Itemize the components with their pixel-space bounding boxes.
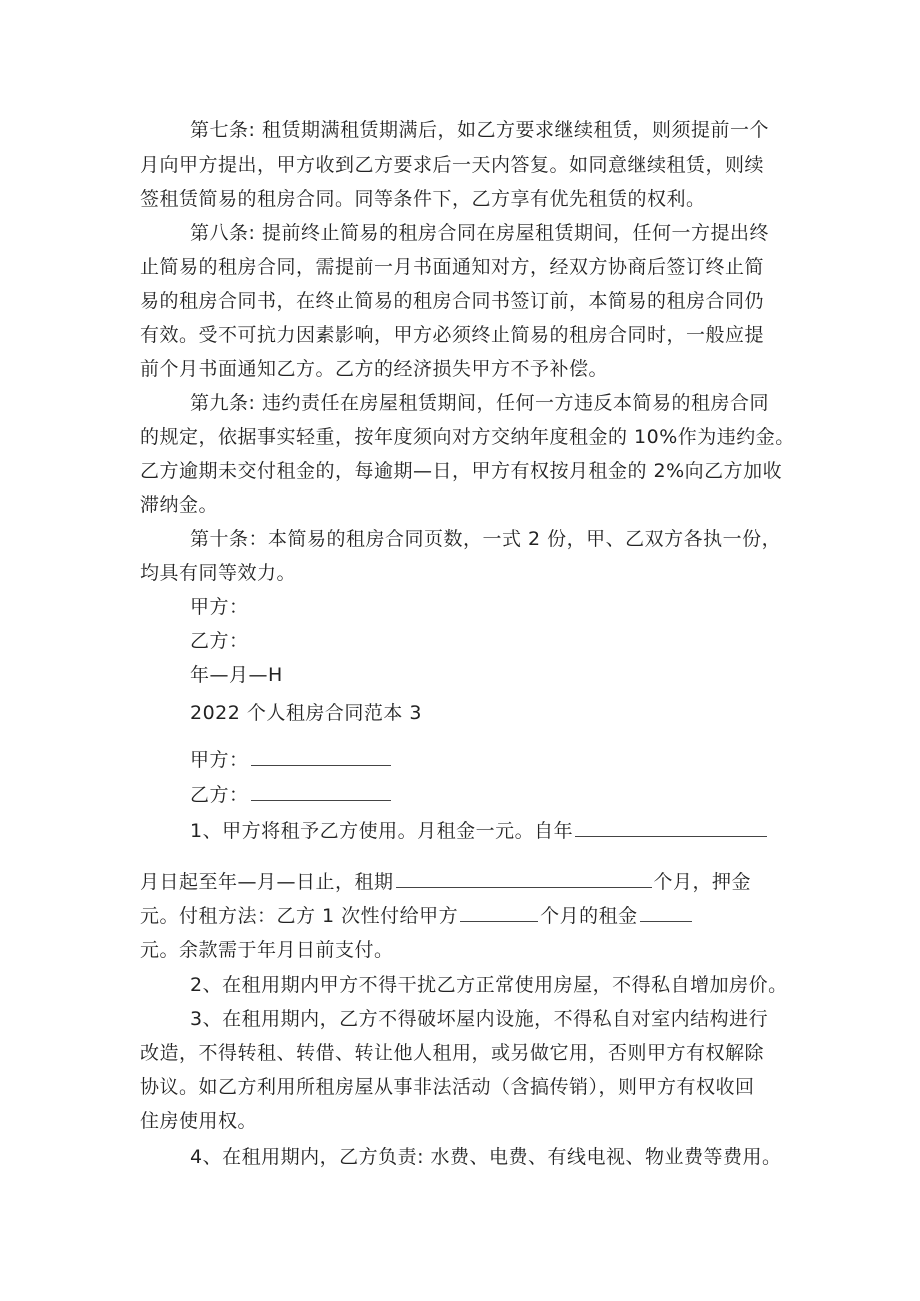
clause3-line2: 改造，不得转租、转借、转让他人租用，或另做它用，否则甲方有权解除 <box>140 1042 765 1064</box>
sign-party-b: 乙方： <box>190 630 249 652</box>
contract-heading: 2022 个人租房合同范本 3 <box>190 702 423 724</box>
sign-date: 年—月—H <box>190 664 283 686</box>
clause1-line2 <box>140 869 751 895</box>
article9-line1: 第九条: 违约责任在房屋租赁期间，任何一方违反本简易的租房合同 <box>190 392 769 414</box>
article10-line2: 均具有同等效力。 <box>140 562 297 584</box>
article9-line4: 滞纳金。 <box>140 494 219 516</box>
clause1-blank-4 <box>640 903 692 922</box>
clause1-line1-text: 1、甲方将租予乙方使用。月租金一元。自年 <box>190 820 574 842</box>
clause3-line4: 住房使用权。 <box>140 1110 258 1132</box>
article9-line3: 乙方逾期未交付租金的，每逾期—日，甲方有权按月租金的 2%向乙方加收 <box>140 460 783 482</box>
party-b-row <box>190 782 393 808</box>
clause3-line3: 协议。如乙方利用所租房屋从事非法活动（含搞传销），则甲方有权收回 <box>140 1076 755 1098</box>
clause2: 2、在租用期内甲方不得干扰乙方正常使用房屋，不得私自增加房价。 <box>190 974 788 996</box>
clause1-line1 <box>190 818 769 844</box>
clause1-blank-2 <box>396 869 652 888</box>
article8-line1: 第八条: 提前终止简易的租房合同在房屋租赁期间，任何一方提出终 <box>190 222 769 244</box>
party-b-blank <box>251 782 391 801</box>
article8-line5: 前个月书面通知乙方。乙方的经济损失甲方不予补偿。 <box>140 358 609 380</box>
party-a-label: 甲方： <box>190 749 249 771</box>
clause1-line3b-text: 个月的租金 <box>540 905 638 927</box>
party-a-blank <box>251 747 391 766</box>
article7-line3: 签租赁简易的租房合同。同等条件下，乙方享有优先租赁的权利。 <box>140 188 706 210</box>
clause1-line2a-text: 月日起至年—月—日止，租期 <box>140 871 394 893</box>
sign-party-a: 甲方： <box>190 596 249 618</box>
article7-line2: 月向甲方提出，甲方收到乙方要求后一天内答复。如同意继续租赁，则续 <box>140 154 765 176</box>
article8-line3: 易的租房合同书，在终止简易的租房合同书签订前，本简易的租房合同仍 <box>140 290 765 312</box>
clause3-line1: 3、在租用期内，乙方不得破坏屋内设施，不得私自对室内结构进行 <box>190 1008 769 1030</box>
article8-line4: 有效。受不可抗力因素影响，甲方必须终止简易的租房合同时，一般应提 <box>140 324 765 346</box>
article9-line2: 的规定，依据事实轻重，按年度须向对方交纳年度租金的 10%作为违约金。 <box>140 426 795 448</box>
clause1-line3a-text: 元。付租方法：乙方 1 次性付给甲方 <box>140 905 459 927</box>
article10-line1: 第十条：本简易的租房合同页数，一式 2 份，甲、乙双方各执一份， <box>190 528 782 550</box>
clause1-blank-1 <box>575 818 767 837</box>
party-a-row <box>190 747 393 773</box>
article8-line2: 止简易的租房合同，需提前一月书面通知对方，经双方协商后签订终止简 <box>140 256 765 278</box>
article7-line1: 第七条: 租赁期满租赁期满后，如乙方要求继续租赁，则须提前一个 <box>190 119 769 141</box>
clause4: 4、在租用期内，乙方负责: 水费、电费、有线电视、物业费等费用。 <box>190 1146 782 1168</box>
clause1-line2b-text: 个月，押金 <box>653 871 752 893</box>
clause1-blank-3 <box>460 903 538 922</box>
clause1-line3 <box>140 903 694 929</box>
clause1-line4: 元。余款需于年月日前支付。 <box>140 939 394 961</box>
party-b-label: 乙方： <box>190 784 249 806</box>
